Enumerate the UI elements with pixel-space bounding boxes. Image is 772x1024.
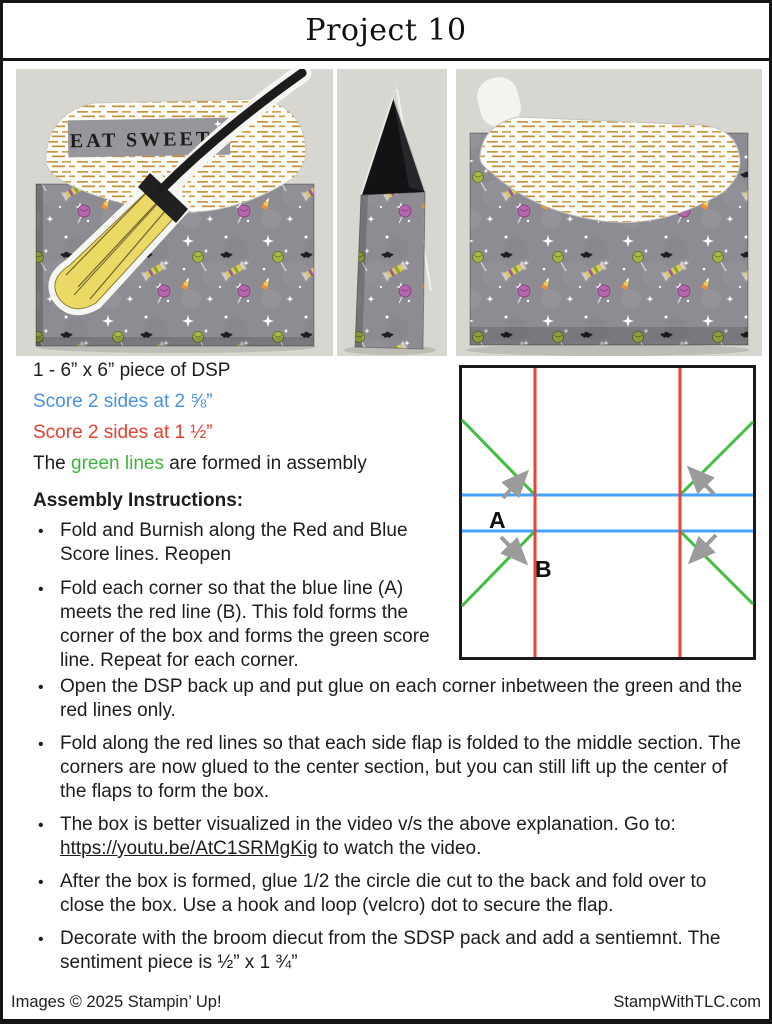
video-link[interactable]: https://youtu.be/AtC1SRMgKig — [60, 838, 318, 859]
copyright-text: Images © 2025 Stampin’ Up! — [11, 993, 222, 1011]
photo-box-front — [16, 69, 333, 356]
supplies-block — [33, 361, 463, 485]
footer — [11, 993, 761, 1012]
list-item: • Fold each corner so that the blue line (A) meets the red line (B). This fold forms the corner of the box and forms the green score line. Repeat for each corner. — [33, 577, 457, 673]
green-lines-note: The green lines are formed in assembly — [33, 453, 367, 474]
diagram-label-a: A — [489, 507, 506, 533]
diagram-label-b: B — [535, 556, 552, 582]
website-text: StampWithTLC.com — [613, 993, 761, 1011]
photo-box-side — [337, 69, 447, 356]
page-title: Project 10 — [305, 13, 467, 48]
sentiment-text: EAT SWEETS — [69, 127, 227, 153]
green-lines-highlight: green lines — [71, 453, 164, 474]
list-item: • Decorate with the broom diecut from the SDSP pack and add a sentiemnt. The sentiment piece is ½” x 1 ¾” — [33, 927, 751, 975]
list-item: • Fold and Burnish along the Red and Blue Score lines. Reopen — [33, 519, 457, 567]
list-item: • The box is better visualized in the video v/s the above explanation. Go to: https://youtu.be/AtC1SRMgKig to watch the video. — [33, 813, 751, 861]
score-line-red: Score 2 sides at 1 ½” — [33, 422, 213, 443]
score-line-blue: Score 2 sides at 2 ⅝” — [33, 391, 213, 412]
list-item: • Fold along the red lines so that each side flap is folded to the middle section. The corners are now glued to the center section, but you can still lift up the center of the flaps to form the box. — [33, 732, 751, 804]
assembly-heading: Assembly Instructions: — [33, 490, 244, 511]
list-item: • After the box is formed, glue 1/2 the circle die cut to the back and fold over to close the box. Use a hook and loop (velcro) dot to secure the flap. — [33, 870, 751, 918]
assembly-list — [33, 519, 457, 683]
title-bar — [3, 3, 769, 61]
score-diagram — [459, 365, 756, 665]
steps-list — [33, 675, 751, 984]
photo-box-back — [456, 69, 762, 356]
supply-line: 1 - 6” x 6” piece of DSP — [33, 360, 231, 381]
list-item: • Open the DSP back up and put glue on each corner inbetween the green and the red lines only. — [33, 675, 751, 723]
